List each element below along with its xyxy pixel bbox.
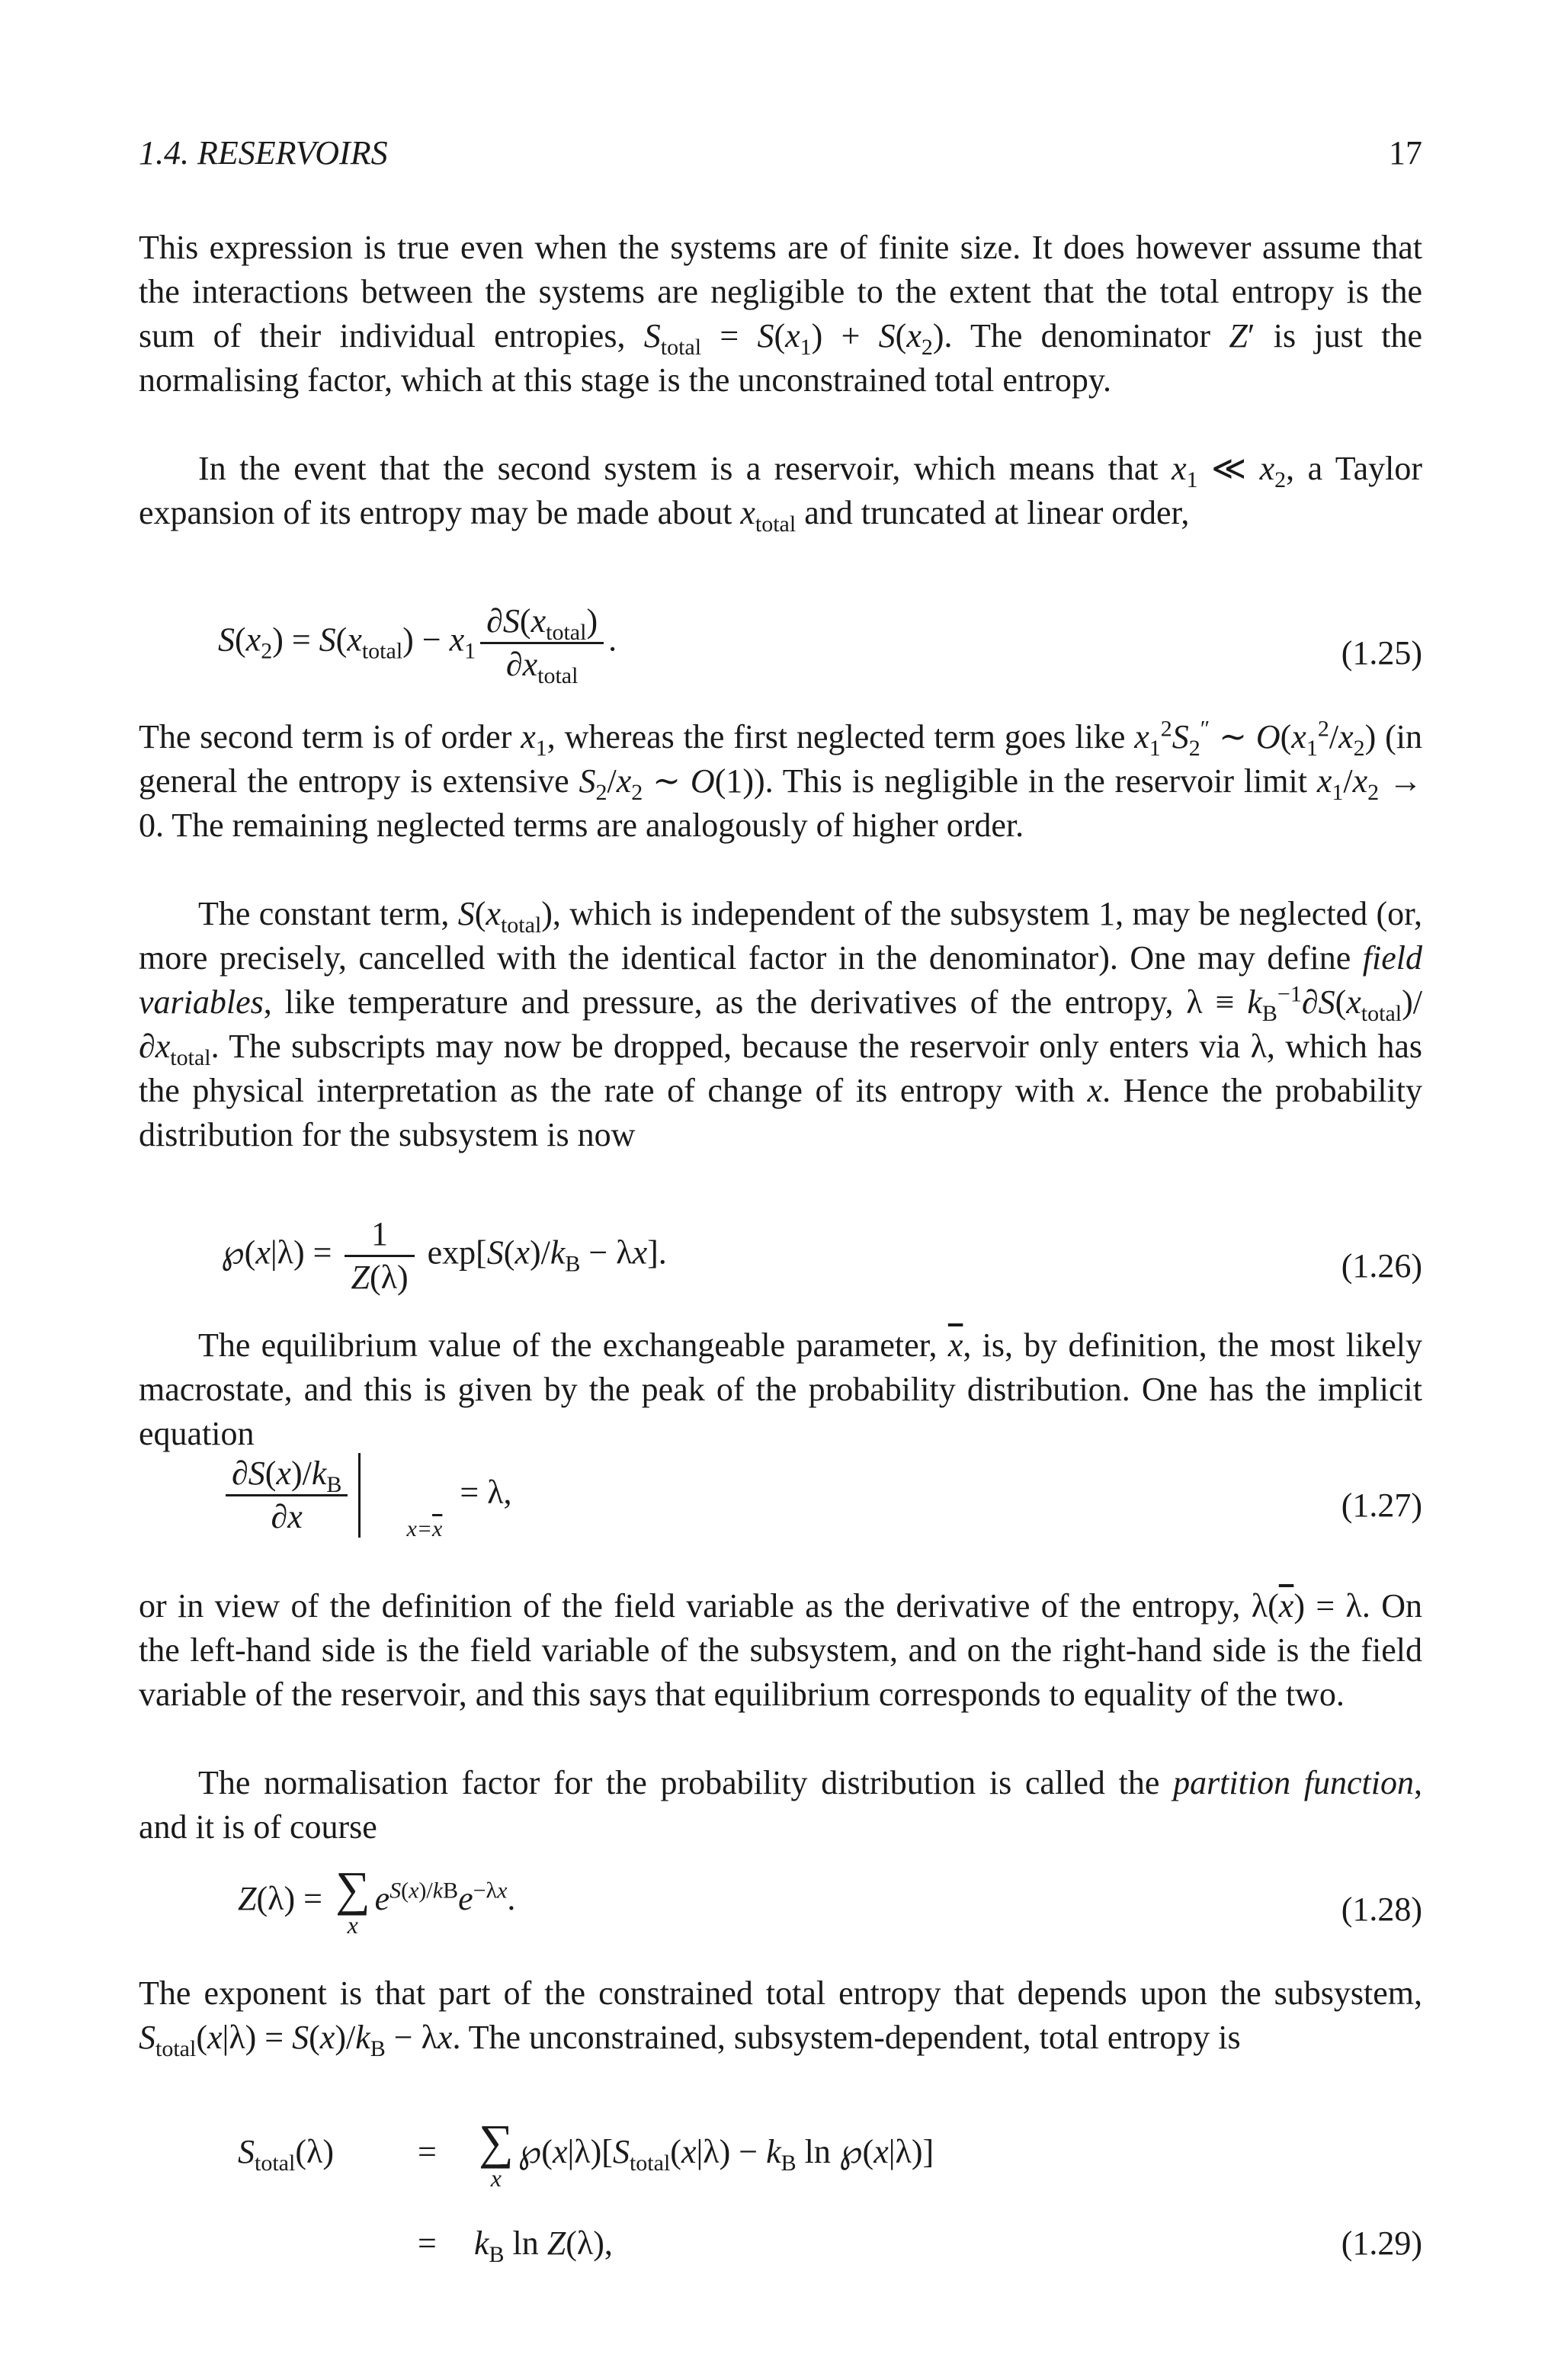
page-number: 17 xyxy=(1389,134,1422,172)
paragraph-2: In the event that the second system is a reservoir, which means that $x_1$ ≪ $x_2$, a Taylor expansion of its entropy may be made about $x_{total}$ and truncated at linear order, xyxy=(139,450,1422,537)
paragraph-8: The exponent is that part of the constrained total entropy that depends upon the subsystem, $S_{total}(x|\lambda) = S(x)/k_B - \lambda x$. The unconstrained, subsystem-dependent, total entropy is xyxy=(139,1974,1422,2061)
paragraph-6: or in view of the definition of the field variable as the derivative of the entropy, $\lambda(\overline{x}) = \lambda$. On the left-hand side is the field variable of the subsystem, and on the right-hand side is the field variable of the reservoir, and this says that equilibrium corresponds to equality of the two. xyxy=(139,1587,1422,1713)
running-head xyxy=(139,131,1422,177)
equation-1-26: ℘(x|λ) = $\frac{1}{Z(\lambda)}$ $\exp[S(x)/k_B - \lambda x]$. (1.26) xyxy=(221,1215,1422,1296)
paragraph-3: The second term is of order $x_1$, whereas the first neglected term goes like $x_1^2S_2''$ ∼ $O(x_1^2/x_2)$ (in general the entropy is extensive $S_2/x_2$ ∼ O(1)). This is negligible in the reservoir limit $x_1/x_2 \to 0$. The remaining neglected terms are analogously of higher order. xyxy=(139,716,1423,844)
paragraph-4: The constant term, $S(x_{total})$, which is independent of the subsystem 1, may be neglected (or, more precisely, cancelled with the identical factor in the denominator). One may define field variables, like temperature and pressure, as the derivatives of the entropy, $\lambda \equiv k_B^{-1}\partial S(x_{total})/\partial x_{total}$. The subscripts may now be dropped, because the reservoir only enters via λ, which has the physical interpretation as the rate of change of its entropy with x. Hence the probability distribution for the subsystem is now xyxy=(139,895,1422,1153)
paragraph-1: This expression is true even when the systems are of finite size. It does however assume that the interactions between the systems are negligible to the extent that the total entropy is the sum of their individual entropies, $S_{total} = S(x_1) + S(x_2)$. The denominator Z′ is just the normalising factor, which at this stage is the unconstrained total entropy. xyxy=(139,229,1422,399)
paragraph-5: The equilibrium value of the exchangeable parameter, $\overline{x}$, is, by definition, the most likely macrostate, and this is given by the peak of the probability distribution. One has the implicit equation xyxy=(139,1326,1422,1452)
equation-number: (1.28) xyxy=(1341,1891,1422,1928)
equation-1-27: $\frac{\partial S(x)/k_B}{\partial x}$ $x=\overline{x}$ = λ, (1.27) xyxy=(221,1453,1422,1544)
equation-number: (1.29) xyxy=(1341,2224,1422,2262)
paragraph-7: The normalisation factor for the probability distribution is called the partition function, and it is of course xyxy=(139,1764,1422,1846)
equation-1-28: Z(λ) = ∑ x $e^{S(x)/kB}e^{-\lambda x}$. (1.28) xyxy=(238,1862,1422,1939)
section-title: 1.4. RESERVOIRS xyxy=(139,134,388,172)
equation-1-25: $S(x_2) = S(x_{total}) - x_1$ $\frac{\partial S(x_{total})}{\partial x_{total}}$ . (1.25) xyxy=(218,602,1422,688)
equation-number: (1.27) xyxy=(1341,1487,1422,1524)
equation-number: (1.26) xyxy=(1341,1247,1422,1285)
equation-number: (1.25) xyxy=(1341,634,1422,672)
equation-1-29: $S_{total}(\lambda)$ = ∑ x $℘(x|\lambda)[S_{total}(x|\lambda) - k_B$ ln ℘(x|λ)] = $k_B$ ln Z(λ), (1.29) xyxy=(238,2115,1422,2267)
